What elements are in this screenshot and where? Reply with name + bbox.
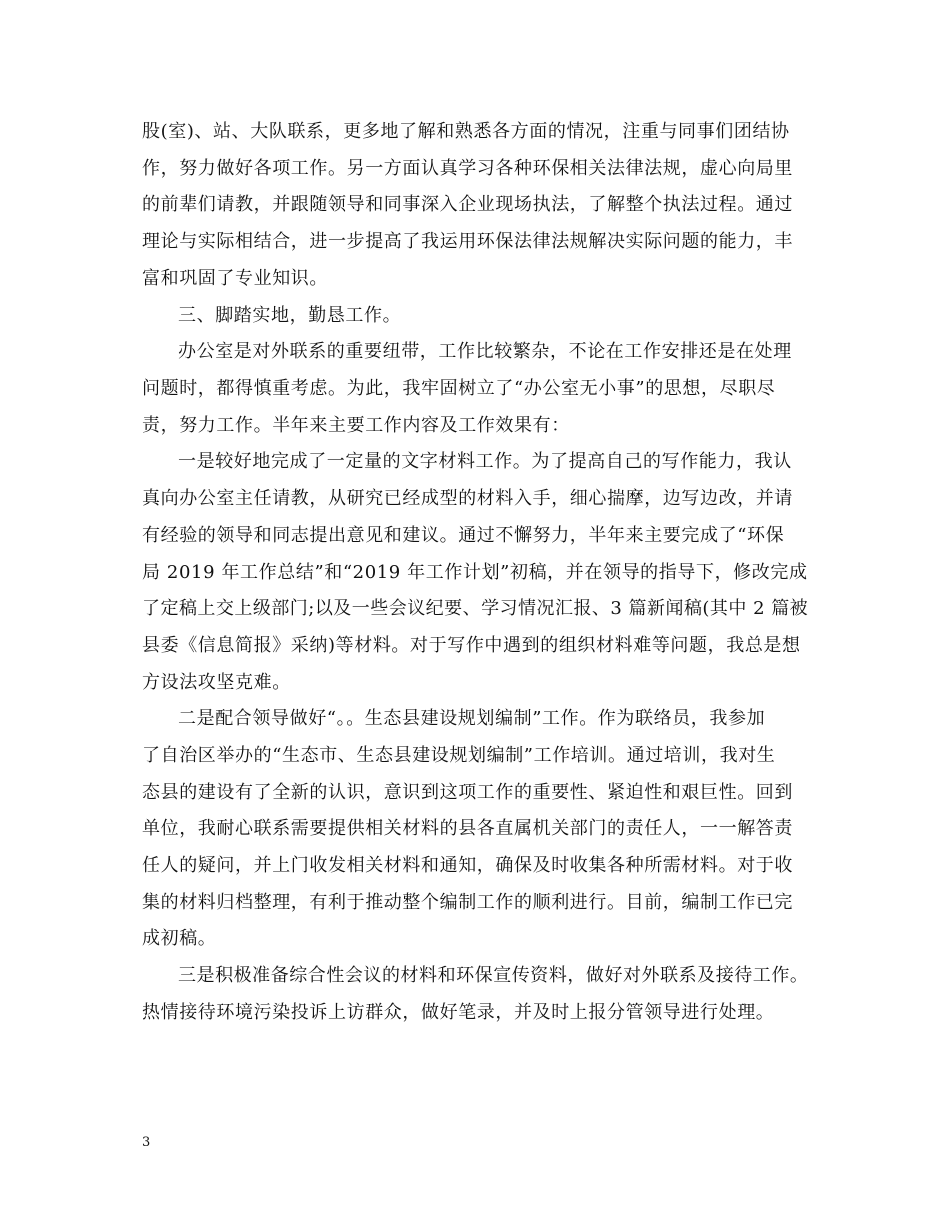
text-line: 单位，我耐心联系需要提供相关材料的县各直属机关部门的责任人，一一解答责 [142,818,793,839]
text-line: 二是配合领导做好“。。生态县建设规划编制”工作。作为联络员，我参加 [178,708,766,729]
text-line: 问题时，都得慎重考虑。为此，我牢固树立了“办公室无小事”的思想，尽职尽 [142,378,776,399]
text-line: 有经验的领导和同志提出意见和建议。通过不懈努力，半年来主要完成了“环保 [142,525,785,546]
text-line: 理论与实际相结合，进一步提高了我运用环保法律法规解决实际问题的能力，丰 [142,231,793,252]
text-line: 真向办公室主任请教，从研究已经成型的材料入手，细心揣摩，边写边改，并请 [142,488,793,509]
text-line: 作，努力做好各项工作。另一方面认真学习各种环保相关法律法规，虚心向局里 [142,158,793,179]
text-line: 了定稿上交上级部门;以及一些会议纪要、学习情况汇报、3 篇新闻稿(其中 2 篇被 [142,598,809,619]
text-line: 态县的建设有了全新的认识，意识到这项工作的重要性、紧迫性和艰巨性。回到 [142,782,793,803]
text-line: 一是较好地完成了一定量的文字材料工作。为了提高自己的写作能力，我认 [178,451,792,472]
text-line: 方设法攻坚克难。 [142,672,291,693]
text-line: 了自治区举办的“生态市、生态县建设规划编制”工作培训。通过培训，我对生 [142,745,776,766]
text-line: 三是积极准备综合性会议的材料和环保宣传资料，做好对外联系及接待工作。 [178,965,809,986]
text-line: 的前辈们请教，并跟随领导和同事深入企业现场执法，了解整个执法过程。通过 [142,194,793,215]
text-line: 局 2019 年工作总结”和“2019 年工作计划”初稿，并在领导的指导下，修改完成 [142,562,808,583]
text-line: 集的材料归档整理，有利于推动整个编制工作的顺利进行。目前，编制工作已完 [142,892,793,913]
text-line: 任人的疑问，并上门收发相关材料和通知，确保及时收集各种所需材料。对于收 [142,855,793,876]
text-line: 成初稿。 [142,928,217,949]
text-line: 富和巩固了专业知识。 [142,268,328,289]
section-heading: 三、脚踏实地，勤恳工作。 [178,305,402,326]
text-line: 责，努力工作。半年来主要工作内容及工作效果有： [142,415,570,436]
text-line: 热情接待环境污染投诉上访群众，做好笔录，并及时上报分管领导进行处理。 [142,1002,775,1023]
text-line: 股(室)、站、大队联系，更多地了解和熟悉各方面的情况，注重与同事们团结协 [142,121,790,142]
page-number: 3 [142,1135,151,1150]
text-line: 县委《信息简报》采纳)等材料。对于写作中遇到的组织材料难等问题，我总是想 [142,635,801,656]
text-line: 办公室是对外联系的重要纽带，工作比较繁杂，不论在工作安排还是在处理 [178,341,792,362]
